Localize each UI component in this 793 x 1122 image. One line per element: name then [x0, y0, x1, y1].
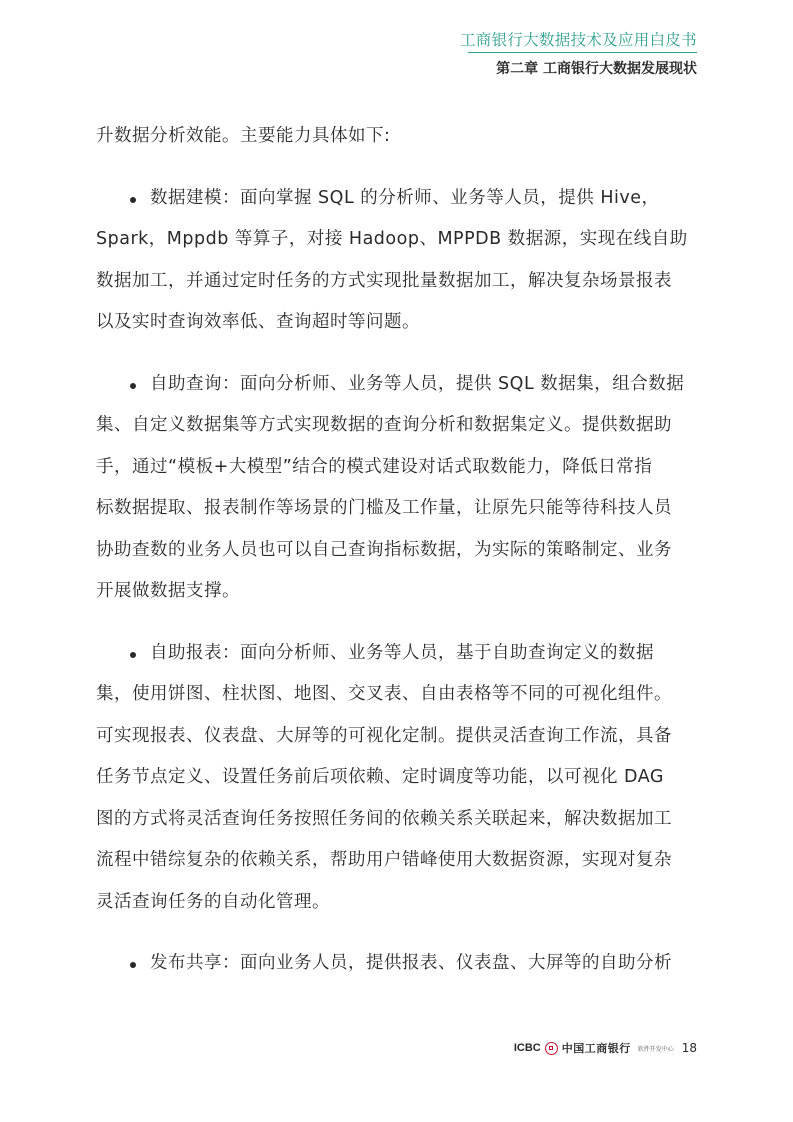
- paragraph-line: 以及实时查询效率低、查询超时等问题。: [96, 312, 420, 332]
- page-number: 18: [681, 1041, 697, 1055]
- paragraph-line: [96, 633, 698, 675]
- body-text: [96, 116, 698, 1005]
- bullet-text: 数据建模：面向掌握 SQL 的分析师、业务等人员，提供 Hive，: [150, 187, 660, 208]
- paragraph-line: 图的方式将灵活查询任务按照任务间的依赖关系关联起来，解决数据加工: [96, 808, 672, 829]
- bullet-icon: [130, 962, 136, 968]
- paragraph-line: 升数据分析效能。主要能力具体如下:: [96, 126, 391, 146]
- paragraph-line: 集，使用饼图、柱状图、地图、交叉表、自由表格等不同的可视化组件。: [96, 684, 672, 704]
- center-name: 软件开发中心: [637, 1045, 674, 1053]
- paragraph-line: 开展做数据支撑。: [96, 581, 240, 601]
- bullet-text: 发布共享：面向业务人员，提供报表、仪表盘、大屏等的自助分析: [150, 953, 672, 973]
- paragraph-line: 流程中错综复杂的依赖关系，帮助用户错峰使用大数据资源，实现对复杂: [96, 850, 672, 870]
- paragraph-line: Spark，Mppdb 等算子，对接 Hadoop、MPPDB 数据源，实现在线自助: [96, 229, 688, 249]
- chapter-title: 第二章 工商银行大数据发展现状: [496, 61, 697, 77]
- header-title: 工商银行大数据技术及应用白皮书: [459, 31, 697, 49]
- paragraph-line: 可实现报表、仪表盘、大屏等的可视化定制。提供灵活查询工作流，具备: [96, 725, 672, 746]
- paragraph-line: 灵活查询任务的自动化管理。: [96, 891, 330, 912]
- icbc-logo-text: ICBC: [513, 1042, 541, 1054]
- paragraph-line: 手，通过“模板+大模型”结合的模式建设对话式取数能力，降低日常指: [96, 456, 653, 477]
- paragraph-line: 标数据提取、报表制作等场景的门槛及工作量，让原先只能等待科技人员: [96, 498, 672, 518]
- bullet-text: 自助报表：面向分析师、业务等人员，基于自助查询定义的数据: [150, 642, 654, 663]
- paragraph-line: [96, 178, 698, 220]
- bullet-icon: [130, 652, 136, 658]
- header-divider: [468, 52, 697, 53]
- intro-paragraph: [96, 116, 698, 158]
- bullet-icon: [130, 383, 136, 389]
- icbc-logo-icon: [545, 1042, 558, 1055]
- paragraph-line: 任务节点定义、设置任务前后项依赖、定时调度等功能，以可视化 DAG: [96, 767, 664, 787]
- bullet-icon: [130, 197, 136, 203]
- paragraph-line: 数据加工，并通过定时任务的方式实现批量数据加工，解决复杂场景报表: [96, 270, 672, 291]
- paragraph-line: 集、自定义数据集等方式实现数据的查询分析和数据集定义。提供数据助: [96, 415, 672, 435]
- list-item-self-report: [96, 633, 698, 924]
- list-item-data-modeling: [96, 178, 698, 344]
- paragraph-line: [96, 943, 698, 985]
- bank-name: 中国工商银行: [561, 1042, 631, 1055]
- bullet-text: 自助查询：面向分析师、业务等人员，提供 SQL 数据集，组合数据: [150, 373, 685, 394]
- paragraph-line: [96, 364, 698, 406]
- paragraph-line: 协助查数的业务人员也可以自己查询指标数据，为实际的策略制定、业务: [96, 539, 672, 560]
- page-footer: [514, 1038, 697, 1058]
- list-item-publish-share: [96, 943, 698, 985]
- list-item-self-query: [96, 364, 698, 613]
